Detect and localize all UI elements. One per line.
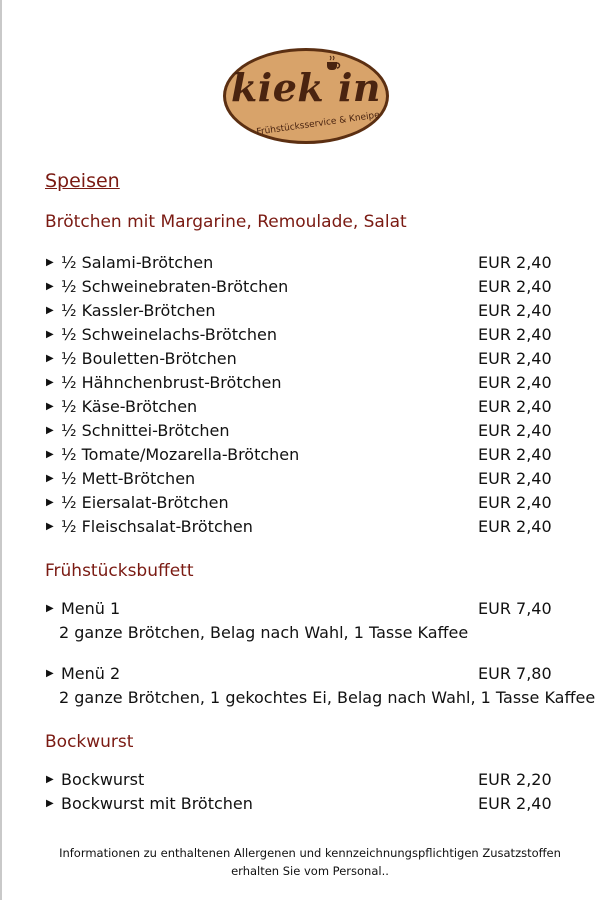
menu-item-price: EUR 2,40 (478, 421, 552, 440)
menu-item (46, 794, 566, 818)
menu-item-price: EUR 2,40 (478, 301, 552, 320)
bullet-arrow-icon: ▶ (46, 497, 54, 508)
menu-item-name: Menü 2 (61, 664, 121, 683)
menu-item-price: EUR 7,80 (478, 664, 552, 683)
menu-item (46, 445, 566, 469)
footer-line-1: Informationen zu enthaltenen Allergenen und kennzeichnungspflichtigen Zusatzstoffen (59, 846, 561, 860)
menu-item (46, 397, 566, 421)
menu-item-price: EUR 2,40 (478, 349, 552, 368)
bullet-arrow-icon: ▶ (46, 774, 54, 785)
menu-item (46, 493, 566, 517)
menu-item-name: Menü 1 (61, 599, 121, 618)
menu-item-price: EUR 2,40 (478, 445, 552, 464)
menu-item-price: EUR 2,40 (478, 469, 552, 488)
menu-item-name: ½ Salami-Brötchen (61, 253, 214, 272)
menu-item (46, 664, 566, 688)
menu-item-price: EUR 2,40 (478, 253, 552, 272)
menu-item-name: ½ Schweinelachs-Brötchen (61, 325, 277, 344)
menu-item (46, 517, 566, 541)
bullet-arrow-icon: ▶ (46, 425, 54, 436)
logo (223, 48, 389, 144)
menu-item-price: EUR 2,40 (478, 493, 552, 512)
menu-item-price: EUR 2,40 (478, 325, 552, 344)
menu-item (46, 325, 566, 349)
menu-item (46, 277, 566, 301)
footer-line-2: erhalten Sie vom Personal.. (231, 864, 389, 878)
menu-item-name: ½ Schweinebraten-Brötchen (61, 277, 289, 296)
allergen-footer (30, 844, 590, 880)
menu-item-name: ½ Käse-Brötchen (61, 397, 198, 416)
bullet-arrow-icon: ▶ (46, 449, 54, 460)
menu-item (46, 599, 566, 623)
menu-item-price: EUR 2,40 (478, 794, 552, 813)
bullet-arrow-icon: ▶ (46, 521, 54, 532)
bullet-arrow-icon: ▶ (46, 305, 54, 316)
menu-item (46, 349, 566, 373)
menu-item-description: 2 ganze Brötchen, 1 gekochtes Ei, Belag nach Wahl, 1 Tasse Kaffee (59, 688, 596, 707)
section-title-bockwurst: Bockwurst (45, 732, 134, 752)
logo-name: kiek in (230, 65, 382, 110)
menu-item-price: EUR 2,20 (478, 770, 552, 789)
bullet-arrow-icon: ▶ (46, 281, 54, 292)
menu-item-name: ½ Hähnchenbrust-Brötchen (61, 373, 282, 392)
menu-item-name: ½ Mett-Brötchen (61, 469, 196, 488)
menu-item (46, 469, 566, 493)
menu-item (46, 770, 566, 794)
bullet-arrow-icon: ▶ (46, 603, 54, 614)
menu-item (46, 253, 566, 277)
bullet-arrow-icon: ▶ (46, 329, 54, 340)
menu-item-price: EUR 2,40 (478, 277, 552, 296)
menu-item-name: ½ Schnittei-Brötchen (61, 421, 230, 440)
bullet-arrow-icon: ▶ (46, 377, 54, 388)
bullet-arrow-icon: ▶ (46, 401, 54, 412)
bullet-arrow-icon: ▶ (46, 353, 54, 364)
page-heading: Speisen (45, 170, 120, 192)
menu-item-price: EUR 7,40 (478, 599, 552, 618)
menu-item (46, 373, 566, 397)
section-title-broetchen: Brötchen mit Margarine, Remoulade, Salat (45, 212, 407, 232)
menu-item-name: ½ Kassler-Brötchen (61, 301, 216, 320)
logo-tagline: Frühstücksservice & Kneipe (255, 110, 381, 138)
bullet-arrow-icon: ▶ (46, 473, 54, 484)
menu-item-price: EUR 2,40 (478, 373, 552, 392)
menu-item-price: EUR 2,40 (478, 517, 552, 536)
bullet-arrow-icon: ▶ (46, 798, 54, 809)
bullet-arrow-icon: ▶ (46, 257, 54, 268)
menu-item-name: ½ Fleischsalat-Brötchen (61, 517, 253, 536)
menu-item-description: 2 ganze Brötchen, Belag nach Wahl, 1 Tasse Kaffee (59, 623, 469, 642)
menu-item (46, 421, 566, 445)
menu-item-name: ½ Bouletten-Brötchen (61, 349, 237, 368)
menu-item (46, 301, 566, 325)
page-edge-rule (0, 0, 2, 900)
menu-item-name: Bockwurst (61, 770, 145, 789)
menu-item-name: Bockwurst mit Brötchen (61, 794, 253, 813)
bullet-arrow-icon: ▶ (46, 668, 54, 679)
menu-item-name: ½ Eiersalat-Brötchen (61, 493, 229, 512)
menu-item-price: EUR 2,40 (478, 397, 552, 416)
section-title-buffet: Frühstücksbuffett (45, 561, 194, 581)
menu-item-name: ½ Tomate/Mozarella-Brötchen (61, 445, 300, 464)
